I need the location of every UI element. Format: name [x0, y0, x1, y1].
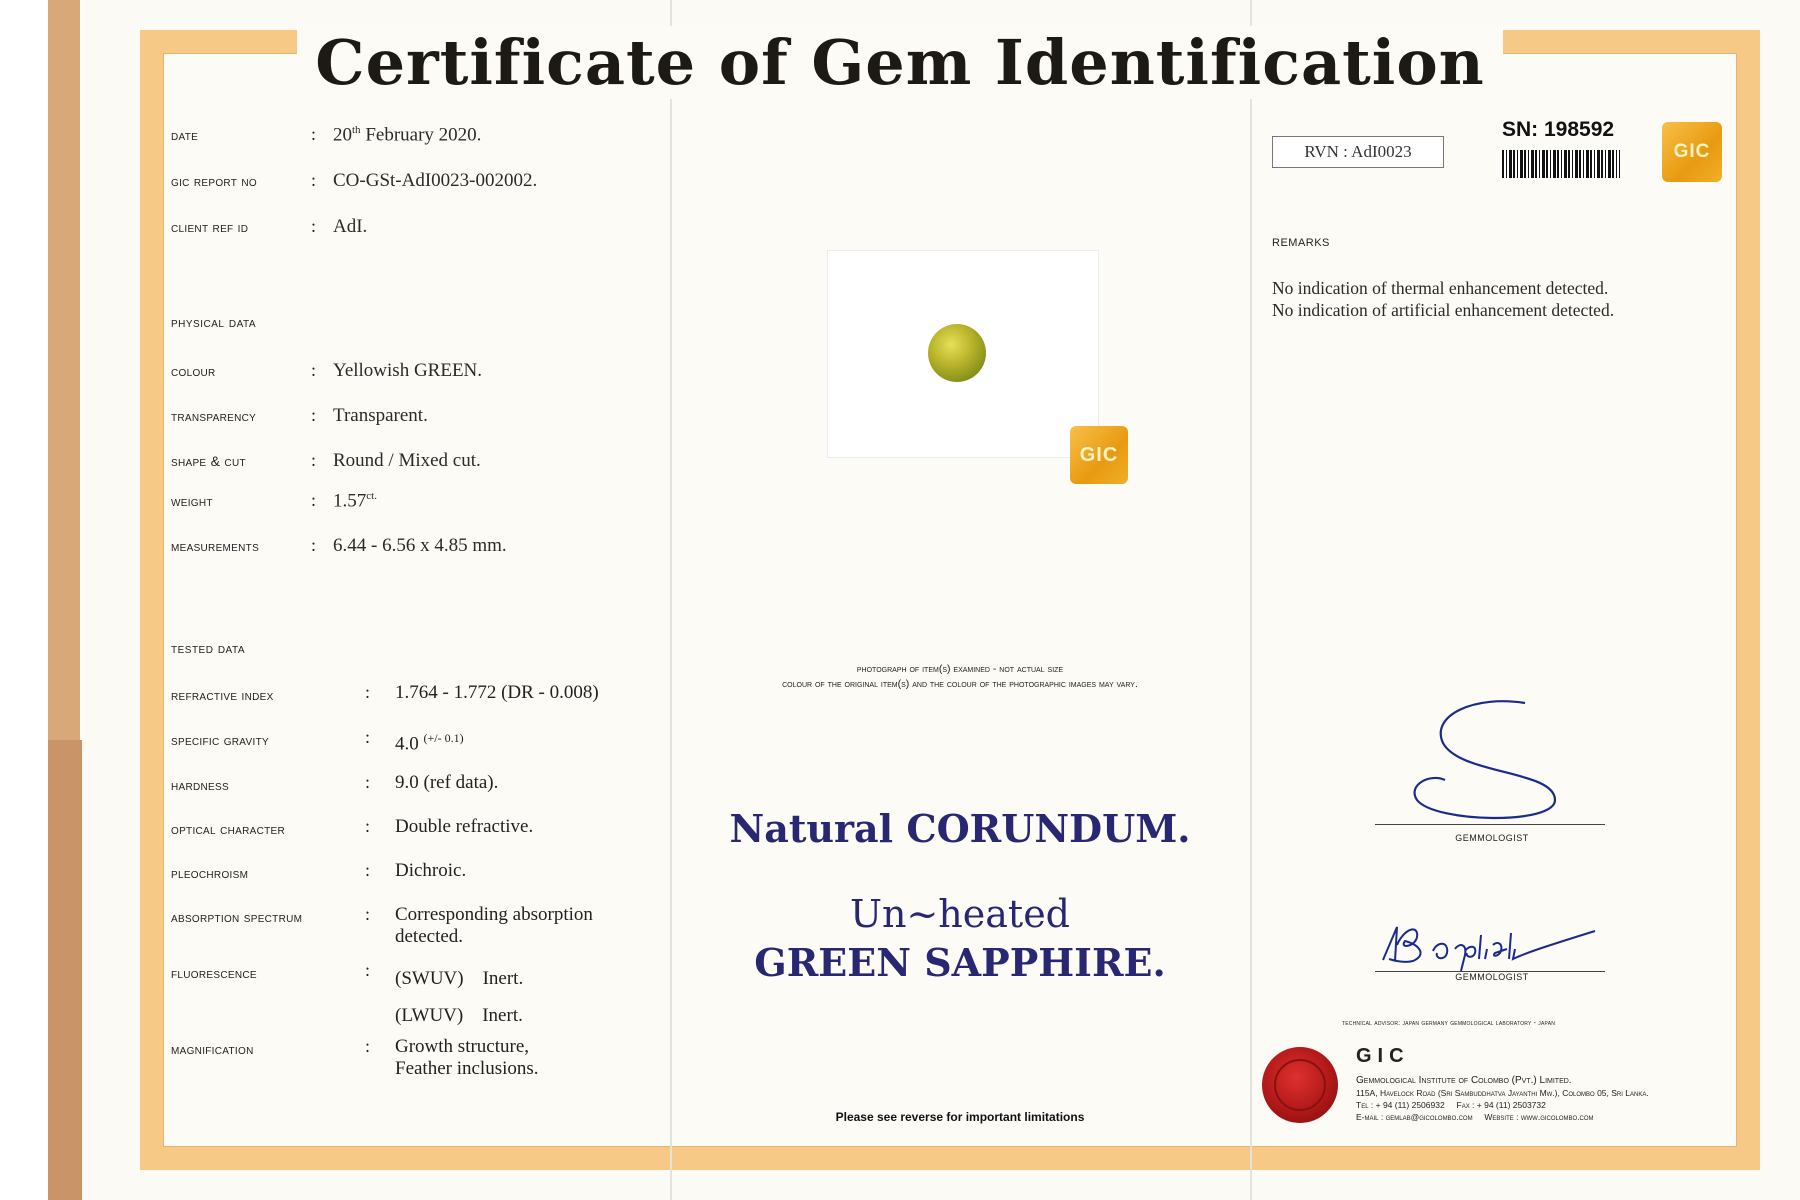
limitations-note: Please see reverse for important limitations [835, 1110, 1085, 1124]
tested-data-heading: tested data [171, 640, 246, 656]
signature-line-1 [1375, 824, 1605, 825]
specific-gravity-row: specific gravity : 4.0 $^{(+/- 0.1)}$ [171, 727, 464, 755]
shape-cut-value: Round / Mixed cut. [333, 450, 481, 471]
gem-image [928, 324, 986, 382]
gemmologist-label-2: gemmologist [1455, 968, 1529, 983]
refractive-index-value: 1.764 - 1.772 (DR - 0.008) [395, 682, 599, 703]
lab-full-name: Gemmological Institute of Colombo (Pvt.) Limited. [1356, 1075, 1572, 1086]
colour-row: colour : Yellowish GREEN. [171, 360, 483, 381]
verdict-variety: GREEN SAPPHIRE. [754, 940, 1166, 985]
gic-logo-badge: GIC [1662, 122, 1722, 182]
magnification-row: magnification : Growth structure, Feather inclusions. [171, 1036, 539, 1079]
weight-value: $1.57^{ct.}$ [333, 490, 377, 512]
pleochroism-value: Dichroic. [395, 860, 467, 881]
date-row: date : 20th February 2020. [171, 124, 482, 146]
verdict-treatment: Un~heated [849, 892, 1071, 936]
rvn-box: RVN : AdI0023 [1272, 136, 1444, 168]
report-no-label: gic report no [171, 173, 257, 189]
optical-character-row: optical character : Double refractive. [171, 816, 534, 837]
fold-line-right [1250, 0, 1252, 1200]
specific-gravity-value: 4.0 $^{(+/- 0.1)}$ [395, 731, 464, 755]
gemmologist-label-1: gemmologist [1455, 829, 1529, 844]
magnification-value: Growth structure, Feather inclusions. [395, 1036, 539, 1079]
client-ref-row: client ref id : AdI. [171, 216, 368, 237]
absorption-spectrum-value: Corresponding absorption detected. [395, 904, 593, 947]
transparency-value: Transparent. [333, 405, 428, 426]
colour-value: Yellowish GREEN. [333, 360, 483, 381]
lab-phone: Tel : + 94 (11) 2506932 Fax : + 94 (11) 2503732 [1356, 1100, 1546, 1110]
serial-number: SN: 198592 [1502, 118, 1615, 141]
transparency-row: transparency : Transparent. [171, 405, 428, 426]
client-ref-value: AdI. [333, 216, 368, 237]
absorption-spectrum-row: absorption spectrum : Corresponding absorption detected. [171, 904, 593, 947]
folder-edge-lower [48, 740, 82, 1200]
measurements-row: measurements : 6.44 - 6.56 x 4.85 mm. [171, 535, 507, 556]
remarks-heading: remarks [1272, 233, 1330, 250]
technical-advisor-note: technical advisor: japan germany gemmological laboratory - japan [1342, 1020, 1556, 1027]
report-no-value: CO-GSt-AdI0023-002002. [333, 170, 538, 191]
gic-hologram-badge: GIC [1070, 426, 1128, 484]
gem-photograph [827, 250, 1099, 458]
fluorescence-row: fluorescence : (SWUV) Inert. (LWUV) Inert. [171, 960, 523, 1034]
date-value: 20th February 2020. [333, 124, 482, 146]
fluorescence-value: (SWUV) Inert. (LWUV) Inert. [395, 968, 524, 1026]
lab-contact: E-mail : gemlab@gicolombo.com Website : www.gicolombo.com [1356, 1112, 1594, 1122]
hardness-row: hardness : 9.0 (ref data). [171, 772, 499, 793]
remark-line-1: No indication of thermal enhancement detected. [1272, 278, 1609, 298]
barcode-icon [1502, 150, 1620, 178]
photo-caption-1: photograph of item(s) examined - not actual size [856, 663, 1064, 675]
measurements-value: 6.44 - 6.56 x 4.85 mm. [333, 535, 507, 556]
photo-caption-2: colour of the original item(s) and the colour of the photographic images may vary. [782, 678, 1138, 690]
pleochroism-row: pleochroism : Dichroic. [171, 860, 467, 881]
fold-line-left [670, 0, 672, 1200]
date-label: date [171, 127, 199, 144]
remark-line-2: No indication of artificial enhancement detected. [1272, 300, 1615, 320]
physical-data-heading: physical data [171, 314, 257, 330]
certificate-title: Certificate of Gem Identification [0, 26, 1800, 99]
verdict-species: Natural CORUNDUM. [729, 806, 1191, 851]
client-ref-label: client ref id [171, 219, 249, 235]
gemmologist-signature-2 [1375, 915, 1625, 975]
lab-name: GIC [1356, 1045, 1410, 1067]
optical-character-value: Double refractive. [395, 816, 534, 837]
lab-address: 115A, Havelock Road (Sri Sambuddhatva Jayanthi Mw.), Colombo 05, Sri Lanka. [1356, 1088, 1649, 1098]
report-no-row: gic report no : CO-GSt-AdI0023-002002. [171, 170, 538, 191]
weight-row: weight : $1.57^{ct.}$ [171, 490, 377, 512]
shape-cut-row: shape & cut : Round / Mixed cut. [171, 450, 481, 471]
gemmologist-signature-1 [1405, 695, 1585, 825]
wax-seal-icon [1262, 1047, 1338, 1123]
hardness-value: 9.0 (ref data). [395, 772, 499, 793]
refractive-index-row: refractive index : 1.764 - 1.772 (DR - 0.008) [171, 682, 599, 703]
